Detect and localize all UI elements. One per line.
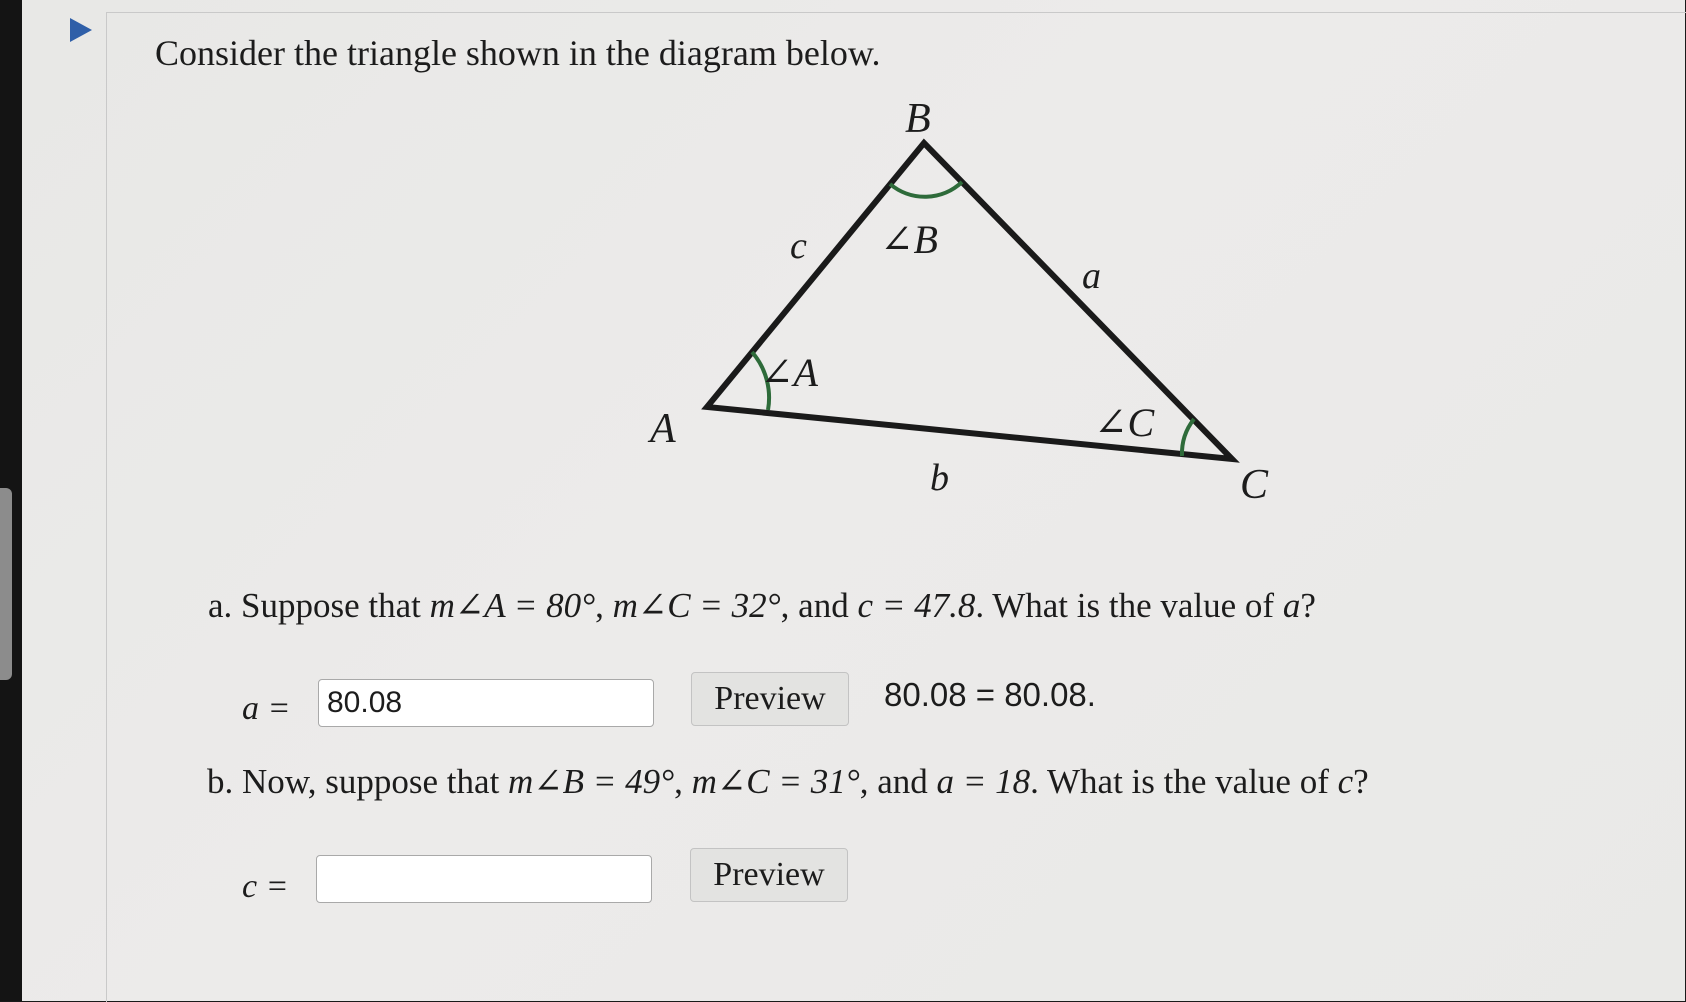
page xyxy=(22,0,1685,1001)
side-label-a: a xyxy=(1082,255,1101,297)
angle-arc-c xyxy=(1182,419,1194,456)
answer-input-a[interactable] xyxy=(318,679,654,727)
question-intro: Consider the triangle shown in the diagram below. xyxy=(155,33,881,73)
vertex-label-a: A xyxy=(650,406,676,452)
answer-input-c[interactable] xyxy=(316,855,652,903)
angle-label-b: ∠B xyxy=(880,217,938,262)
angle-arc-b xyxy=(890,182,962,197)
preview-result-a: 80.08 = 80.08. xyxy=(884,676,1096,713)
preview-button-a[interactable]: Preview xyxy=(691,672,849,726)
angle-label-a: ∠A xyxy=(760,350,818,395)
scrollbar-thumb[interactable] xyxy=(0,488,12,680)
question-part-a: a. Suppose that m∠A = 80°, m∠C = 32°, and c = 47.8. What is the value of a? xyxy=(208,586,1316,625)
answer-label-c: c = xyxy=(242,868,289,905)
vertex-label-c: C xyxy=(1240,462,1269,508)
side-label-c: c xyxy=(790,225,807,267)
answer-label-a: a = xyxy=(242,690,291,727)
side-label-b: b xyxy=(930,457,949,499)
triangle-diagram xyxy=(650,90,1302,510)
vertex-label-b: B xyxy=(905,96,931,142)
angle-label-c: ∠C xyxy=(1094,400,1155,445)
question-part-b: b. Now, suppose that m∠B = 49°, m∠C = 31°, and a = 18. What is the value of c? xyxy=(207,762,1369,801)
play-triangle-icon[interactable] xyxy=(70,18,92,42)
preview-button-c[interactable]: Preview xyxy=(690,848,848,902)
